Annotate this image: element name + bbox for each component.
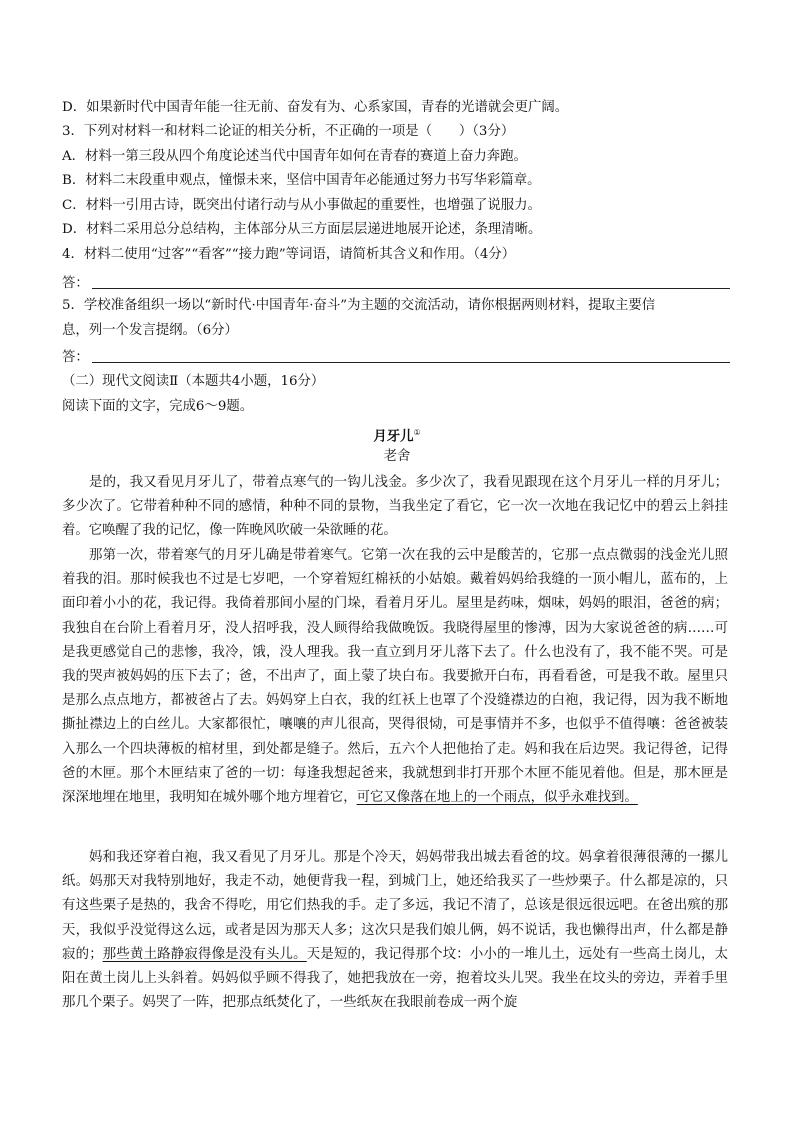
q2-option-d: D．如果新时代中国青年能一往无前、奋发有为、心系家国，青春的光谱就会更广阔。	[62, 100, 569, 115]
footnote-mark: ①	[413, 428, 421, 437]
question-5-line2: 息，列一个发言提纲。（6分）	[62, 323, 238, 338]
section-heading: （二）现代文阅读Ⅱ（本题共4小题，16分）	[62, 374, 325, 389]
underlined-sentence-2: 那些黄土路静寂得像是没有头儿。	[102, 946, 307, 962]
answer-line-q5[interactable]	[62, 346, 730, 366]
paragraph-3	[62, 846, 728, 1015]
answer-rule	[92, 288, 730, 289]
article-author: 老舍	[383, 449, 411, 464]
paragraph-2-text: 那第一次，带着寒气的月牙儿确是带着寒气。它第一次在我的云中是酸苦的，它那一点点微弱的浅金光儿照着我的泪。那时候我也不过是七岁吧，一个穿着短红棉袄的小姑娘。戴着妈妈给我缝的一顶小帽儿，蓝布的，上面印着小小的花，我记得。我倚着那间小屋的门垛，看着月牙儿。屋里是药味，烟味，妈妈的眼泪，爸爸的病；我独自在台阶上看着月牙，没人招呼我，没人顾得给我做晚饭。我晓得屋里的惨溥，因为大家说爸爸的病……可是我更感觉自己的悲惨，我冷，饿，没人理我。我一直立到月牙儿落下去了。什么也没有了，我不能不哭。可是我的哭声被妈妈的压下去了；爸，不出声了，面上蒙了块白布。我要掀开白布，再看看爸，可是我不敢。屋里只是那么点点地方，都被爸占了去。妈妈穿上白衣，我的红袄上也罩了个没缝襟边的白袍，我记得，因为我不断地撕扯襟边上的白丝儿。大家都很忙，嚷嚷的声儿很高，哭得很恸，可是事情并不多，也似乎不值得嚷：爸爸被装入那么一个四块薄板的棺材里，到处都是缝子。然后，五六个人把他抬了走。妈和我在后边哭。我记得爸，记得爸的木匣。那个木匣结束了爸的一切：每逢我想起爸来，我就想到非打开那个木匣不能见着他。但是，那木匣是深深地埋在地里，我明知在城外哪个地方埋着它，	[62, 548, 728, 806]
reading-instruction: 阅读下面的文字，完成6～9题。	[62, 399, 254, 414]
q3-option-a: A．材料一第三段从四个角度论述当代中国青年如何在青春的赛道上奋力奔跑。	[62, 149, 527, 164]
answer-rule	[92, 362, 730, 363]
paragraph-3-rest: 天是短的，我记得那个坟：小小的一堆儿土，远处有一些高土岗儿，太阳在黄土岗儿上头斜着。妈妈似乎顾不得我了，她把我放在一旁，抱着坟头儿哭。我坐在坟头的旁边，弄着手里那几个栗子。妈哭了一阵，把那点纸焚化了，一些纸灰在我眼前卷成一两个旋	[62, 946, 729, 1011]
question-5-line1: 5．学校准备组织一场以“新时代·中国青年·奋斗”为主题的交流活动，请你根据两则材料，提取主要信	[62, 298, 656, 313]
article-title-text: 月牙儿	[373, 428, 414, 445]
article-title	[0, 422, 794, 447]
answer-label: 答：	[62, 276, 89, 291]
question-3: 3．下列对材料一和材料二论证的相关分析，不正确的一项是（ ）（3分）	[62, 124, 515, 139]
q3-option-b: B．材料二末段重申观点，憧憬未来，坚信中国青年必能通过努力书写华彩篇章。	[62, 173, 541, 188]
q3-option-d: D．材料二采用总分总结构，主体部分从三方面层层递进地展开论述，条理清晰。	[62, 222, 542, 237]
answer-line-q4[interactable]	[62, 272, 730, 292]
paragraph-1: 是的，我又看见月牙儿了，带着点寒气的一钩儿浅金。多少次了，我看见跟现在这个月牙儿一样的月牙儿；多少次了。它带着种种不同的感情，种种不同的景物，当我坐定了看它，它一次一次地在我记忆中的碧云上斜挂着。它唤醒了我的记忆，像一阵晚风吹破一朵欲睡的花。	[62, 475, 728, 539]
paragraph-2	[62, 544, 728, 810]
underlined-sentence-1: 可它又像落在地上的一个雨点，似乎永难找到。	[356, 790, 638, 806]
question-4: 4．材料二使用“过客”“看客”“接力跑”等词语，请简析其含义和作用。（4分）	[62, 247, 516, 262]
q3-option-c: C．材料一引用古诗，既突出付诸行动与从小事做起的重要性，也增强了说服力。	[62, 198, 541, 213]
paragraph-3-text: 妈和我还穿着白袍，我又看见了月牙儿。那是个冷天，妈妈带我出城去看爸的坟。妈拿着很薄很薄的一摞儿纸。妈那天对我特别地好，我走不动，她便背我一程，到城门上，她还给我买了一些炒栗子。什么都是凉的，只有这些栗子是热的，我舍不得吃，用它们热我的手。走了多远，我记不清了，总该是很远很远吧。在爸出殡的那天，我似乎没觉得这么远，或者是因为那天人多；这次只是我们娘儿俩，妈不说话，我也懒得出声，什么都是静寂的；	[62, 850, 728, 962]
answer-label: 答：	[62, 350, 89, 365]
